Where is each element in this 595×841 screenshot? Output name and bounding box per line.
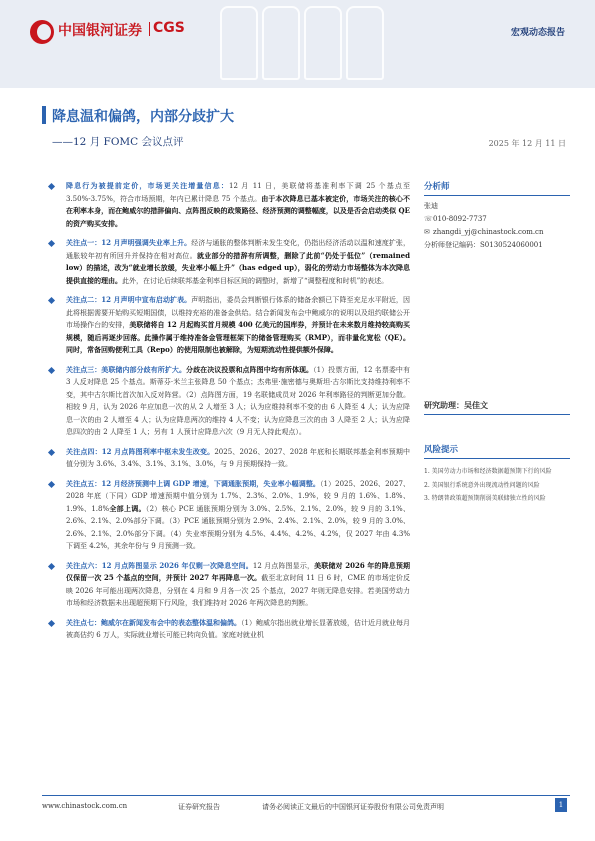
- key-point-text: （1）投票方面，12 名票委中有 3 人反对降息 25 个基点。斯蒂芬·米兰主张降息 50 个基点；杰弗里·施密德与奥斯坦·古尔斯比支持维持利率不变，其中古尔斯比首次加入反对阵营。（2）点阵图方面，19 名联储成员对 2026 年利率路径的判断更加分散。相较 9 月，认为 2026 年应加息一次的从 2 人增至 3 人；认为应维持利率不变的由 6 人降至 4 人；认为应降息一次的由 2 人增至 4 人；认为应降息两次的维持 4 人不变；认为应降息三次的由 3 人降至 2 人；认为应降息四次的由 2 人降至 1 人；另有 1 人预计应降息六次（9 月无人持此观点）。: [66, 365, 410, 436]
- key-point-text: 12 月 11 日，美联储将基准利率下调 25 个基点至 3.50%-3.75%，符合市场预期，年内已累计降息 75 个基点。: [66, 182, 410, 203]
- key-point-text: 截至北京时间 11 日 6 时，CME 的市场定价反映 2026 年可能出现两次降息，分别在 4 月和 9 月各一次 25 个基点，2027 年则无降息安排。若美国劳动力市场和经济数据未出现超预期下行风险，我们维持对 2026 年两次降息的判断。: [66, 574, 410, 607]
- divider: [424, 414, 570, 415]
- risk-item: 2. 美国银行系统意外出现流动性问题的风险: [424, 481, 540, 489]
- key-point-emphasis: 由于本次降息已基本被定价，市场关注的核心不在利率本身，而在鲍威尔的措辞偏向、点阵图反映的政策路径、经济预测的调整幅度，以及是否会启动类似 QE 的资产购买安排。: [66, 193, 410, 228]
- report-subtitle: ——12 月 FOMC 会议点评: [52, 136, 184, 148]
- risk-heading: 风险提示: [424, 443, 570, 459]
- key-point-paragraph: [66, 364, 410, 439]
- key-point-text: （1）鲍威尔指出就业增长显著放缓，估计近月就业每月被高估约 6 万人，实际就业增长可能已转向负值。: [66, 618, 411, 639]
- analyst-name: 张迪: [424, 202, 438, 210]
- footer-disclaimer: 请务必阅读正文最后的中国银河证券股份有限公司免责声明: [262, 803, 444, 811]
- analyst-heading: 分析师: [424, 180, 570, 196]
- research-assistant: 研究助理：吴佳文: [424, 401, 488, 410]
- key-point-paragraph: [66, 478, 410, 553]
- analyst-cert: 分析师登记编码：S0130524060001: [424, 241, 543, 249]
- key-point-text: （2）核心 PCE 通胀预期分别为 3.0%、2.5%、2.1%、2.0%，较 9 月的 3.1%、2.6%、2.1%、2.0%部分下调。（3）PCE 通胀预期分别为 2.9%、2.4%、2.1%、2.0%，较 9 月的 3.0%、2.6%、2.1%、2.0%部分下调。（4）失业率预期分别为 4.5%、4.4%、4.2%、4.2%，仅 2027 年由 4.3%下调至 4.2%，其余年份与 9 月预测一致。: [66, 504, 410, 550]
- risk-item: 3. 特朗普政策超预期削弱美联储独立性的风险: [424, 495, 546, 502]
- risk-item: 1. 美国劳动力市场和经济数据超预期下行的风险: [424, 468, 552, 475]
- banner-decoration: [304, 6, 342, 80]
- key-point-text: 此外，在讨论后续联邦基金利率目标区间的调整时，新增了“调整程度和时机”的表述。: [122, 276, 389, 285]
- report-title: 降息温和偏鸽，内部分歧扩大: [52, 109, 234, 125]
- key-point-lead: 关注点一：12 月声明强调失业率上升。: [66, 238, 192, 247]
- key-point-paragraph: [66, 180, 410, 230]
- logo-text-en: CGS: [153, 20, 185, 36]
- key-point-emphasis: 分歧在决议投票和点阵图中均有所体现。: [186, 364, 314, 374]
- mail-icon: ✉: [424, 228, 430, 236]
- key-point-paragraph: [66, 560, 410, 610]
- footer-divider: [42, 795, 570, 796]
- key-point-paragraph: [66, 294, 410, 357]
- footer-doc-type: 证券研究报告: [178, 803, 220, 811]
- key-point-text: 家庭对就业机: [221, 631, 264, 639]
- footer-site[interactable]: www.chinastock.com.cn: [42, 802, 128, 810]
- key-point-text: 声明指出，委员会判断银行体系的储备余额已下降至充足水平附近，因此将根据需要开始购买短期国债，以维持充裕的准备金供给。结合新闻发布会中鲍威尔的说明以及纽约联储公开市场操作台的安排，: [66, 296, 410, 329]
- logo-text-cn: 中国银河证券: [58, 23, 142, 39]
- key-point-lead: 关注点三：美联储内部分歧有所扩大。: [66, 364, 187, 374]
- key-point-text: 12 月点阵图显示，: [252, 561, 315, 570]
- key-point-lead: 降息行为被提前定价，市场更关注增量信息：: [66, 181, 229, 190]
- analyst-phone: ☏010-8092-7737: [424, 213, 570, 226]
- logo-icon: [30, 20, 54, 44]
- key-point-emphasis: 全部上调。: [109, 503, 146, 513]
- key-point-lead: 关注点六：12 月点阵图显示 2026 年仅剩一次降息空间。: [66, 560, 253, 570]
- bullet-icon: [48, 366, 55, 373]
- key-point-emphasis: 就业部分的措辞有所调整，删除了此前“仍处于低位”（remained low）的描述，改为“就业增长放缓，失业率小幅上升”（has edged up），弱化的劳动力市场整体为本次降息提供直接的理由。: [66, 250, 411, 285]
- header-banner: [0, 0, 595, 88]
- main-content: [66, 180, 410, 649]
- bullet-icon: [48, 183, 55, 190]
- banner-decoration: [346, 6, 384, 80]
- bullet-icon: [48, 480, 55, 487]
- page-number: 1: [555, 798, 567, 812]
- bullet-icon: [48, 448, 55, 455]
- key-point-text: 2025、2026、2027、2028 年底和长期联邦基金利率预期中值分别为 3.6%、3.4%、3.1%、3.1%、3.0%，与 9 月预期保持一致。: [66, 447, 410, 468]
- key-point-lead: 关注点四：12 月点阵图利率中枢未发生改变。: [66, 446, 215, 456]
- key-point-emphasis: 美联储对 2026 年的降息预期仅保留一次 25 个基点的空间，并预计 2027 年再降息一次。: [66, 560, 410, 582]
- bullet-icon: [48, 297, 55, 304]
- report-type: 宏观动态报告: [510, 28, 565, 38]
- key-point-paragraph: [66, 446, 410, 471]
- analyst-panel: [424, 180, 570, 252]
- key-point-text: 经济与通胀的整体判断未发生变化，仍指出经济活动以温和速度扩张，通胀较年初有所回升并保持在相对高位。: [66, 239, 410, 260]
- key-point-paragraph: [66, 617, 410, 642]
- risk-list: [424, 465, 570, 506]
- banner-decoration: [220, 6, 258, 80]
- key-point-paragraph: [66, 237, 410, 287]
- banner-decoration: [262, 6, 300, 80]
- report-date: 2025 年 12 月 11 日: [488, 139, 566, 148]
- key-point-lead: 关注点七：鲍威尔在新闻发布会中的表态整体温和偏鸽。: [66, 617, 242, 627]
- bullet-icon: [48, 240, 55, 247]
- title-bar: [42, 106, 46, 124]
- risk-panel: [424, 443, 570, 463]
- logo-separator: [149, 22, 150, 36]
- analyst-email[interactable]: ✉ zhangdi_yj@chinastock.com.cn: [424, 226, 570, 239]
- key-point-emphasis: 美联储将自 12 月起购买首月规模 400 亿美元的国库券，并预计在未来数月维持较高购买规模，随后再逐步回落。此操作属于维持准备金管理框架下的储备管理购买（RMP），而非量化宽松（QE）。同时，常备回购便利工具（Repo）的使用限制也被解除，为短期流动性提供额外保障。: [66, 320, 411, 354]
- bullet-icon: [48, 562, 55, 569]
- phone-icon: ☏: [424, 215, 433, 223]
- key-point-lead: 关注点二：12 月声明中宣布启动扩表。: [66, 295, 192, 304]
- key-point-text: （1）2025、2026、2027、2028 年底（下同）GDP 增速预期中值分别为 1.7%、2.3%、2.0%、1.9%，较 9 月的 1.6%、1.8%、1.9%、1.8%: [66, 479, 410, 513]
- bullet-icon: [48, 619, 55, 626]
- key-point-lead: 关注点五：12 月经济预测中上调 GDP 增速，下调通胀预期，失业率小幅调整。: [66, 478, 320, 488]
